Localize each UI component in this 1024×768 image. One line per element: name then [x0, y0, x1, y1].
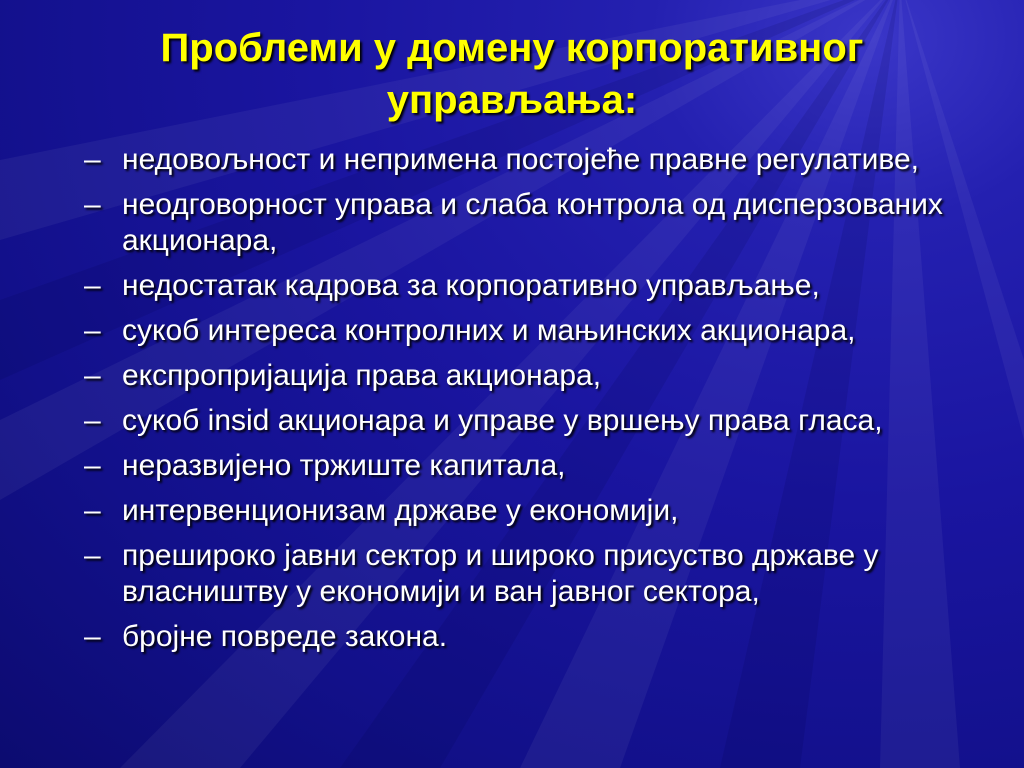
slide-title: Проблеми у домену корпоративног управљања:: [160, 26, 864, 122]
list-item: [84, 493, 984, 529]
list-item-text: неразвијено тржиште капитала,: [122, 449, 566, 482]
bullet-marker: –: [84, 539, 101, 572]
bullet-marker: –: [84, 494, 101, 527]
bullet-marker: –: [84, 449, 101, 482]
list-item-text: бројне повреде закона.: [122, 620, 448, 653]
list-item-text: прешироко јавни сектор и широко присуство државе у власништву у економији и ван јавног сектора,: [122, 539, 879, 608]
list-item: [84, 358, 984, 394]
bullet-marker: –: [84, 143, 101, 176]
list-item-text: сукоб интереса контролних и мањинских акционара,: [122, 314, 856, 347]
list-item: [84, 313, 984, 349]
bullet-marker: –: [84, 314, 101, 347]
bullet-marker: –: [84, 620, 101, 653]
list-item-text: интервенционизам државе у економији,: [122, 494, 679, 527]
list-item: [84, 142, 984, 178]
bullet-marker: –: [84, 269, 101, 302]
bullet-list: [84, 142, 984, 664]
list-item: [84, 448, 984, 484]
bullet-marker: –: [84, 404, 101, 437]
bullet-marker: –: [84, 188, 101, 221]
list-item-text: експропријација права акционара,: [122, 359, 602, 392]
list-item: [84, 619, 984, 655]
list-item-text: недовољност и непримена постојеће правне регулативе,: [122, 143, 920, 176]
list-item-text: сукоб insid акционара и управе у вршењу права гласа,: [122, 404, 883, 437]
list-item-text: недостатак кадрова за корпоративно управљање,: [122, 269, 820, 302]
list-item: [84, 187, 984, 259]
list-item-text: неодговорност управа и слаба контрола од дисперзованих акционара,: [122, 188, 943, 257]
list-item: [84, 538, 984, 610]
list-item: [84, 403, 984, 439]
bullet-marker: –: [84, 359, 101, 392]
list-item: [84, 268, 984, 304]
